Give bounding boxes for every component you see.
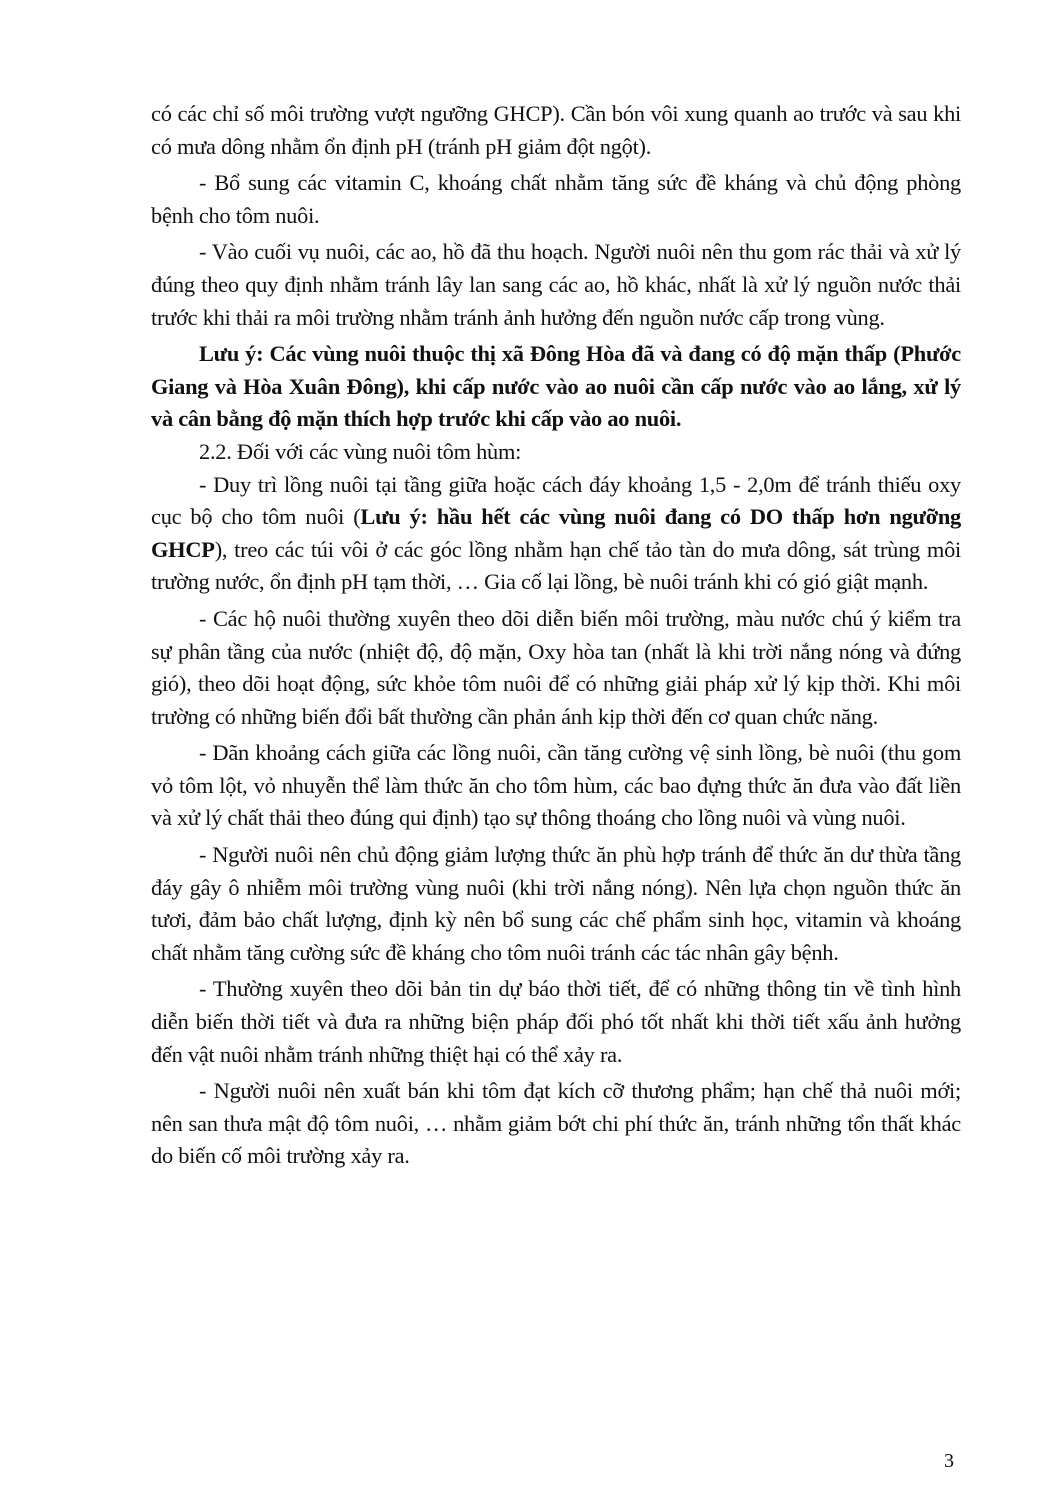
paragraph-end-of-season-waste: - Vào cuối vụ nuôi, các ao, hồ đã thu hoạch. Người nuôi nên thu gom rác thải và xử lý đúng theo quy định nhằm tránh lây lan sang các ao, hồ khác, nhất là xử lý nguồn nước thải trước khi thải ra môi trường nhằm tránh ảnh hưởng đến nguồn nước cấp trong vùng. xyxy=(151,239,961,330)
paragraph-monitoring-environment: - Các hộ nuôi thường xuyên theo dõi diễn biến môi trường, màu nước chú ý kiểm tra sự phân tầng của nước (nhiệt độ, độ mặn, Oxy hòa tan (nhất là khi trời nắng nóng và đứng gió), theo dõi hoạt động, sức khỏe tôm nuôi để có những giải pháp xử lý kịp thời. Khi môi trường có những biến đổi bất thường cần phản ánh kịp thời đến cơ quan chức năng. xyxy=(151,605,961,729)
cage-depth-text-after: ), treo các túi vôi ở các góc lồng nhằm hạn chế tảo tàn do mưa dông, sát trùng môi trường nước, ổn định pH tạm thời, … Gia cố lại lồng, bè nuôi tránh khi có gió giật mạnh. xyxy=(151,536,961,595)
document-page-body xyxy=(151,98,961,1173)
paragraph-feed-reduction: - Người nuôi nên chủ động giảm lượng thức ăn phù hợp tránh để thức ăn dư thừa tầng đáy gây ô nhiễm môi trường vùng nuôi (khi trời nắng nóng). Nên lựa chọn nguồn thức ăn tươi, đảm bảo chất lượng, định kỳ nên bổ sung các chế phẩm sinh học, vitamin và khoáng chất nhằm tăng cường sức đề kháng cho tôm nuôi tránh các tác nhân gây bệnh. xyxy=(151,842,961,965)
cage-depth-text-before: - Duy trì lồng nuôi tại tầng giữa hoặc cách đáy khoảng 1,5 - 2,0m để tránh thiếu oxy cục bộ cho tôm nuôi ( xyxy=(151,471,961,530)
cage-depth-do-note: Lưu ý: hầu hết các vùng nuôi đang có DO thấp hơn ngưỡng GHCP xyxy=(151,504,961,562)
paragraph-cage-depth xyxy=(151,469,961,599)
note-low-salinity-dong-hoa: Lưu ý: Các vùng nuôi thuộc thị xã Đông Hòa đã và đang có độ mặn thấp (Phước Giang và Hòa Xuân Đông), khi cấp nước vào ao nuôi cần cấp nước vào ao lắng, xử lý và cân bằng độ mặn thích hợp trước khi cấp vào ao nuôi. xyxy=(151,341,961,432)
paragraph-weather-forecast: - Thường xuyên theo dõi bản tin dự báo thời tiết, để có những thông tin về tình hình diễn biến thời tiết và đưa ra những biện pháp đối phó tốt nhất khi thời tiết xấu ảnh hưởng đến vật nuôi nhằm tránh những thiệt hại có thể xảy ra. xyxy=(151,976,961,1067)
section-heading-lobster-areas: 2.2. Đối với các vùng nuôi tôm hùm: xyxy=(199,438,522,464)
paragraph-cage-spacing-hygiene: - Dãn khoảng cách giữa các lồng nuôi, cần tăng cường vệ sinh lồng, bè nuôi (thu gom vỏ tôm lột, vỏ nhuyễn thể làm thức ăn cho tôm hùm, các bao đựng thức ăn đưa vào đất liền và xử lý chất thải theo đúng qui định) tạo sự thông thoáng cho lồng nuôi và vùng nuôi. xyxy=(151,740,961,831)
page-number: 3 xyxy=(944,1450,954,1472)
paragraph-ph-stabilization: có các chỉ số môi trường vượt ngưỡng GHCP). Cần bón vôi xung quanh ao trước và sau khi có mưa dông nhằm ổn định pH (tránh pH giảm đột ngột). xyxy=(151,101,961,159)
paragraph-harvest-sale: - Người nuôi nên xuất bán khi tôm đạt kích cỡ thương phẩm; hạn chế thả nuôi mới; nên san thưa mật độ tôm nuôi, … nhằm giảm bớt chi phí thức ăn, tránh những tổn thất khác do biến cố môi trường xảy ra. xyxy=(151,1078,961,1169)
paragraph-vitamin-supplement: - Bổ sung các vitamin C, khoáng chất nhằm tăng sức đề kháng và chủ động phòng bệnh cho tôm nuôi. xyxy=(151,170,961,228)
